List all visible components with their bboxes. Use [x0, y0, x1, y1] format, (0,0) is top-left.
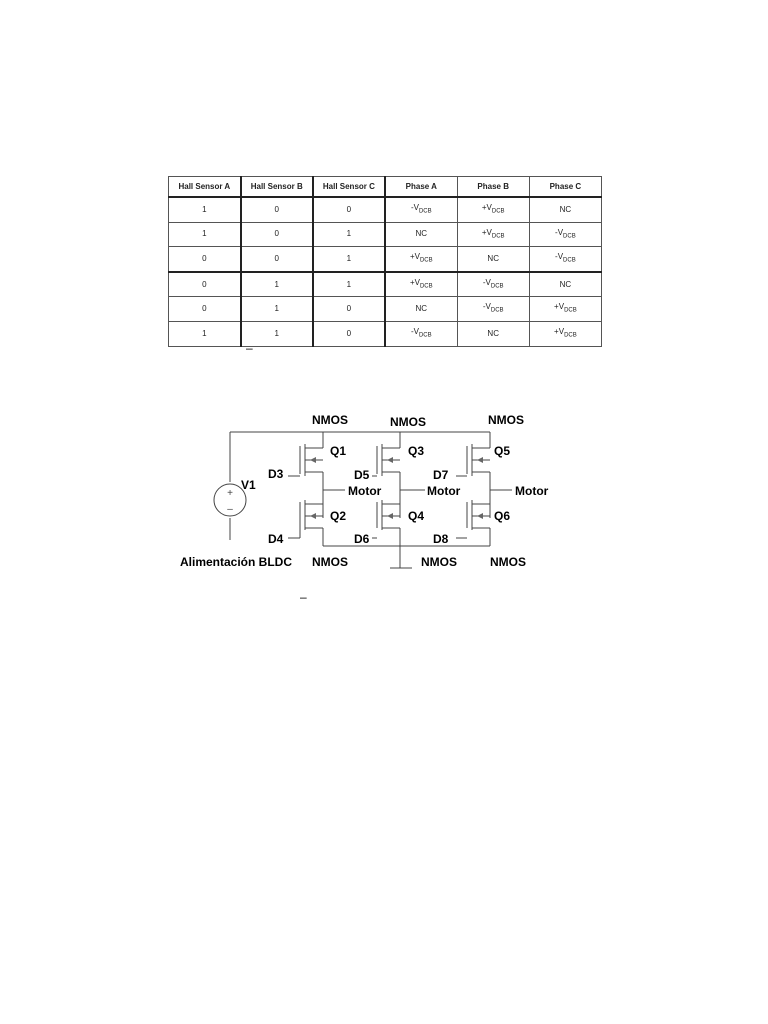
table-cell: 1: [169, 197, 241, 222]
table-cell: NC: [457, 247, 529, 272]
label-nmos-q1: NMOS: [312, 413, 348, 427]
table-header-row: [169, 177, 602, 198]
label-v1: V1: [241, 478, 256, 492]
table-cell: $-V_{DCB}$: [385, 321, 457, 346]
label-supply: Alimentación BLDC: [180, 555, 293, 569]
table-row: [169, 197, 602, 222]
source-minus-sign: –: [227, 504, 233, 515]
table-row: [169, 272, 602, 297]
table-cell: NC: [529, 197, 601, 222]
table-cell: 1: [313, 222, 385, 247]
label-motor-b: Motor: [427, 484, 461, 498]
table-cell: $+V_{DCB}$: [385, 247, 457, 272]
table-cell: 1: [169, 222, 241, 247]
label-d5: D5: [354, 468, 370, 482]
table-cell: 1: [241, 272, 313, 297]
label-nmos-q6: NMOS: [490, 555, 526, 569]
table-row: [169, 247, 602, 272]
table-cell: 0: [169, 297, 241, 322]
table-cell: NC: [457, 321, 529, 346]
table-cell: $-V_{DCB}$: [529, 247, 601, 272]
table-row: [169, 321, 602, 346]
circuit-caption-dash: –: [300, 590, 307, 604]
header-hall-sensor-a: Hall Sensor A: [169, 177, 241, 198]
header-phase-b: Phase B: [457, 177, 529, 198]
header-phase-a: Phase A: [385, 177, 457, 198]
label-nmos-q2: NMOS: [312, 555, 348, 569]
table-cell: $-V_{DCB}$: [385, 197, 457, 222]
table-cell: 1: [313, 272, 385, 297]
table-cell: 0: [241, 222, 313, 247]
label-nmos-q5: NMOS: [488, 413, 524, 427]
table-cell: $-V_{DCB}$: [529, 222, 601, 247]
label-motor-a: Motor: [348, 484, 382, 498]
table-cell: $+V_{DCB}$: [529, 321, 601, 346]
source-plus-sign: +: [227, 488, 233, 499]
label-d4: D4: [268, 532, 284, 546]
table-cell: 0: [169, 272, 241, 297]
table-row: [169, 297, 602, 322]
table-cell: 0: [169, 247, 241, 272]
q3-arrow-icon: [387, 457, 393, 463]
table-caption-dash: –: [246, 341, 253, 355]
table-cell: 0: [241, 197, 313, 222]
header-hall-sensor-c: Hall Sensor C: [313, 177, 385, 198]
table-cell: NC: [385, 297, 457, 322]
header-phase-c: Phase C: [529, 177, 601, 198]
table-cell: $+V_{DCB}$: [529, 297, 601, 322]
table-row: [169, 222, 602, 247]
label-d6: D6: [354, 532, 370, 546]
bldc-driver-circuit: [0, 400, 768, 590]
table-cell: $+V_{DCB}$: [457, 222, 529, 247]
table-cell: NC: [529, 272, 601, 297]
table-cell: 1: [169, 321, 241, 346]
label-q3: Q3: [408, 444, 425, 458]
hall-sensor-table-container: [168, 176, 602, 347]
q1-arrow-icon: [310, 457, 316, 463]
circuit-schematic: [0, 400, 768, 590]
label-d7: D7: [433, 468, 449, 482]
table-cell: $+V_{DCB}$: [385, 272, 457, 297]
header-hall-sensor-b: Hall Sensor B: [241, 177, 313, 198]
q2-arrow-icon: [310, 513, 316, 519]
table-cell: 1: [313, 247, 385, 272]
table-cell: 1: [241, 297, 313, 322]
table-cell: NC: [385, 222, 457, 247]
q5-arrow-icon: [477, 457, 483, 463]
label-d3: D3: [268, 467, 284, 481]
label-q5: Q5: [494, 444, 511, 458]
table-cell: $-V_{DCB}$: [457, 272, 529, 297]
q6-arrow-icon: [477, 513, 483, 519]
q4-arrow-icon: [387, 513, 393, 519]
label-nmos-q4: NMOS: [421, 555, 457, 569]
table-cell: 0: [313, 197, 385, 222]
label-q6: Q6: [494, 509, 511, 523]
table-cell: 1: [241, 321, 313, 346]
table-cell: $+V_{DCB}$: [457, 197, 529, 222]
label-motor-c: Motor: [515, 484, 549, 498]
table-cell: 0: [313, 321, 385, 346]
label-q1: Q1: [330, 444, 347, 458]
table-cell: 0: [313, 297, 385, 322]
label-nmos-q3: NMOS: [390, 415, 426, 429]
label-d8: D8: [433, 532, 449, 546]
table-cell: $-V_{DCB}$: [457, 297, 529, 322]
label-q2: Q2: [330, 509, 347, 523]
label-q4: Q4: [408, 509, 425, 523]
table-cell: 0: [241, 247, 313, 272]
hall-sensor-table: [168, 176, 602, 347]
